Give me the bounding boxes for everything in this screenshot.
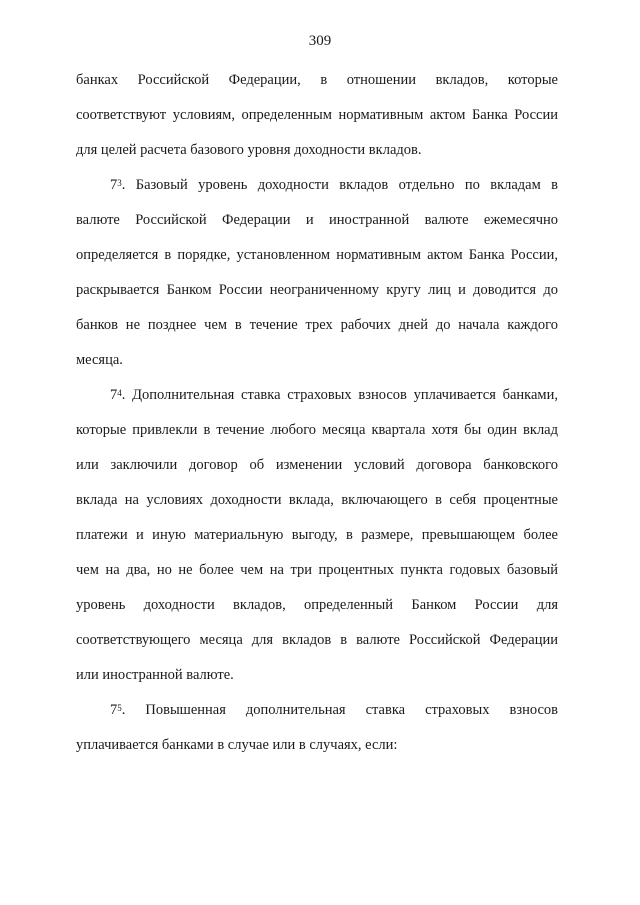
text-line: соответствуют условиям, определенным нормативным актом Банка России — [76, 107, 558, 123]
text-line: определяется в порядке, установленном нормативным актом Банка России, — [76, 247, 558, 263]
text-line — [110, 175, 558, 195]
paragraph-number: 7 — [110, 177, 118, 193]
text-line: банках Российской Федерации, в отношении вкладов, которые — [76, 72, 558, 88]
text-line: платежи и иную материальную выгоду, в размере, превышающем более — [76, 527, 558, 543]
text-line: месяца. — [76, 352, 123, 368]
text-line: уплачивается банками в случае или в случаях, если: — [76, 737, 398, 753]
paragraph-number: 7 — [110, 387, 118, 403]
text-line: валюте Российской Федерации и иностранной валюте ежемесячно — [76, 212, 558, 228]
paragraph-number-superscript: 3 — [117, 178, 122, 188]
text-line: которые привлекли в течение любого месяца квартала хотя бы один вклад — [76, 422, 558, 438]
text-line: для целей расчета базового уровня доходности вкладов. — [76, 142, 422, 158]
text-line-rest: . Повышенная дополнительная ставка страховых взносов — [121, 702, 558, 718]
text-line: уровень доходности вкладов, определенный Банком России для — [76, 597, 558, 613]
paragraph-number-superscript: 4 — [117, 388, 122, 398]
text-line: раскрывается Банком России неограниченному кругу лиц и доводится до — [76, 282, 558, 298]
text-line — [110, 700, 558, 720]
paragraph-number-superscript: 5 — [117, 703, 122, 713]
text-line: или иностранной валюте. — [76, 667, 234, 683]
text-line-rest: . Дополнительная ставка страховых взносов уплачивается банками, — [121, 387, 558, 403]
text-line-rest: . Базовый уровень доходности вкладов отдельно по вкладам в — [121, 177, 558, 193]
paragraph-number: 7 — [110, 702, 118, 718]
text-line: банков не позднее чем в течение трех рабочих дней до начала каждого — [76, 317, 558, 333]
text-line: вклада на условиях доходности вклада, включающего в себя процентные — [76, 492, 558, 508]
page-number: 309 — [308, 33, 332, 49]
text-line — [110, 385, 558, 405]
text-line: или заключили договор об изменении условий договора банковского — [76, 457, 558, 473]
text-line: соответствующего месяца для вкладов в валюте Российской Федерации — [76, 632, 558, 648]
text-line: чем на два, но не более чем на три процентных пункта годовых базовый — [76, 562, 558, 578]
